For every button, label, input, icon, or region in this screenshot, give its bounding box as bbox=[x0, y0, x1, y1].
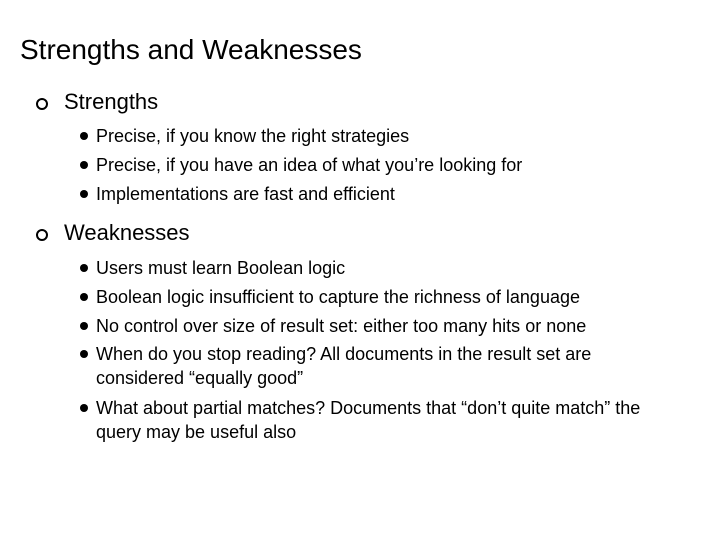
bullet-icon bbox=[80, 161, 88, 169]
list-item: No control over size of result set: either too many hits or none bbox=[96, 316, 587, 336]
bullet-icon bbox=[80, 132, 88, 140]
slide-title: Strengths and Weaknesses bbox=[20, 34, 362, 65]
bullet-icon bbox=[80, 293, 88, 301]
bullet-icon bbox=[80, 190, 88, 198]
hollow-circle-bullet-icon bbox=[36, 98, 48, 110]
list-item: Precise, if you know the right strategies bbox=[96, 126, 410, 146]
list-item: Boolean logic insufficient to capture the richness of language bbox=[96, 287, 580, 307]
bullet-icon bbox=[80, 264, 88, 272]
bullet-icon bbox=[80, 350, 88, 358]
list-item: What about partial matches? Documents that “don’t quite match” the query may be useful also bbox=[96, 398, 641, 442]
list-item: Implementations are fast and efficient bbox=[96, 184, 395, 204]
list-item: When do you stop reading? All documents in the result set are considered “equally good” bbox=[96, 344, 592, 388]
hollow-circle-bullet-icon bbox=[36, 229, 48, 241]
list-item: Precise, if you have an idea of what you’re looking for bbox=[96, 155, 523, 175]
bullet-icon bbox=[80, 322, 88, 330]
section-heading-weaknesses: Weaknesses bbox=[64, 220, 190, 245]
section-heading-strengths: Strengths bbox=[64, 89, 159, 114]
list-item: Users must learn Boolean logic bbox=[96, 258, 346, 278]
bullet-icon bbox=[80, 404, 88, 412]
